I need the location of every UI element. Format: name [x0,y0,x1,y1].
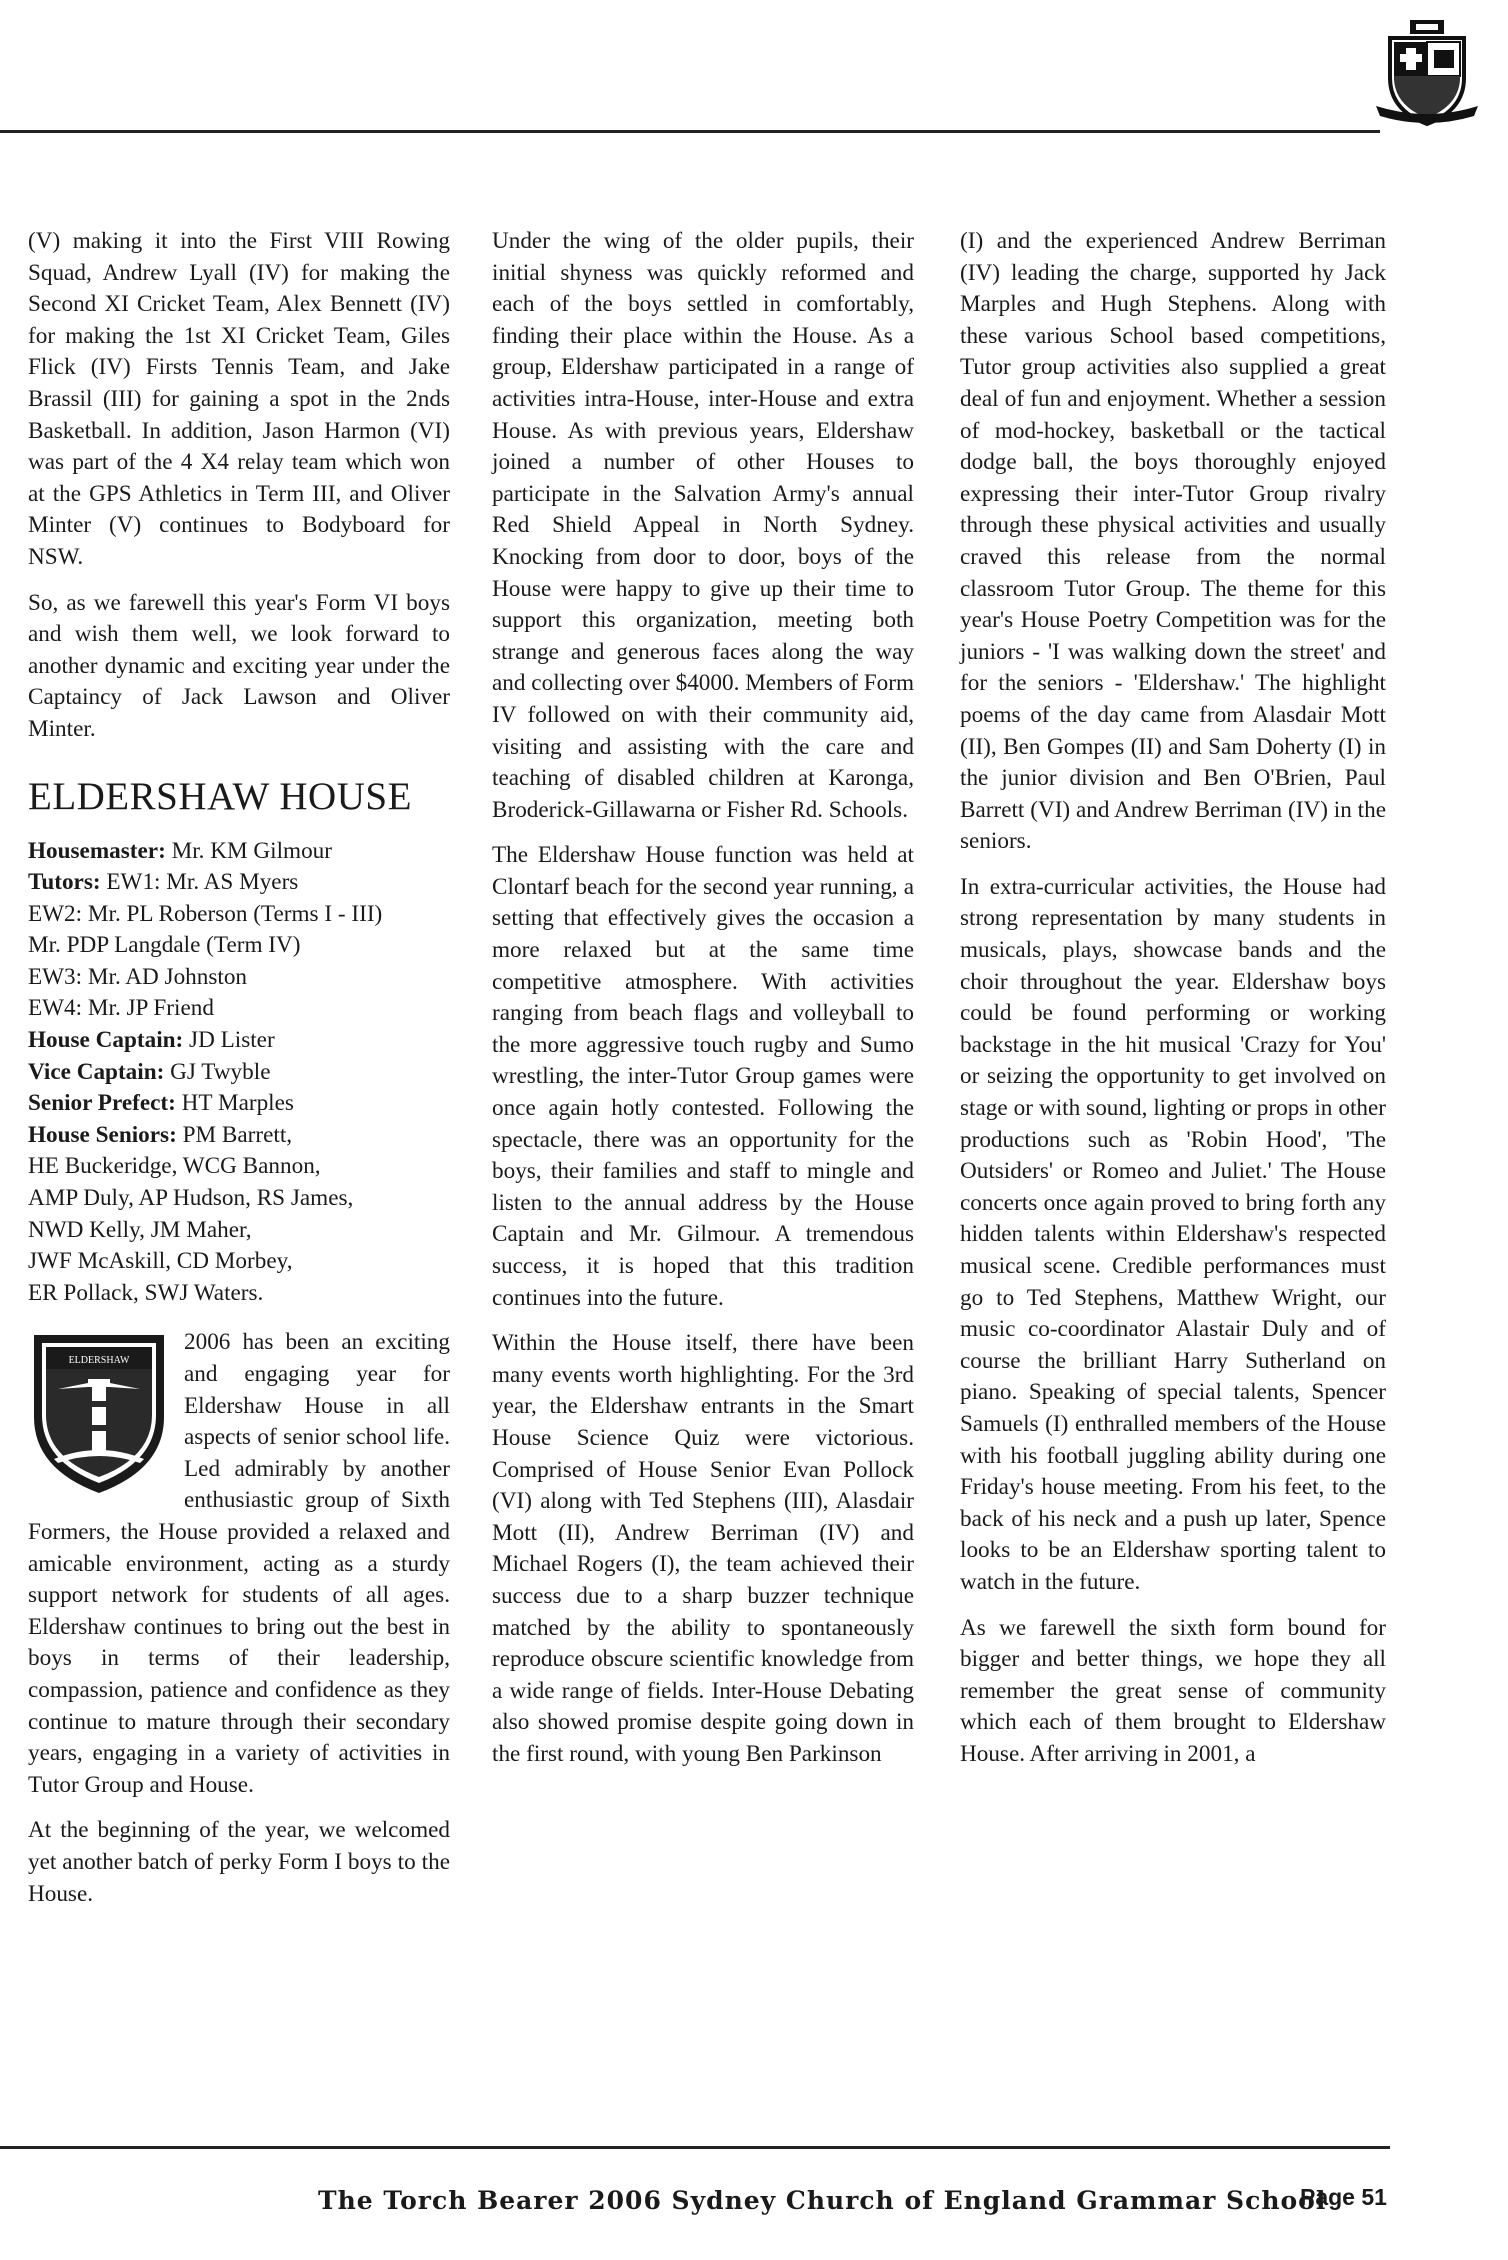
staff-label: House Captain: [28,1027,184,1054]
staff-value: HE Buckeridge, WCG Bannon, [28,1153,321,1180]
paragraph: At the beginning of the year, we welcomed yet another batch of perky Form I boys to the House. [28,1817,450,1907]
paragraph: So, as we farewell this year's Form VI boys and wish them well, we look forward to another dynamic and exciting year under the Captaincy of Jack Lawson and Oliver Minter. [28,589,450,742]
column-3 [960,226,1386,1785]
header-rule [0,130,1380,133]
shield-text: ELDERSHAW [68,1355,130,1367]
staff-value: AMP Duly, AP Hudson, RS James, [28,1185,354,1212]
paragraph: The Eldershaw House function was held at Clontarf beach for the second year running, a setting that effectively gives the occasion a more relaxed but at the same time competitive atmosphere. With activities ranging from beach flags and volleyball to the more aggressive touch rugby and Sumo wrestling, the inter-Tutor Group games were once again hotly contested. Following the spectacle, there was an opportunity for the boys, their families and staff to mingle and listen to the annual address by the House Captain and Mr. Gilmour. A tremendous success, it is hoped that this tradition continues into the future. [492,842,914,1311]
paragraph: In extra-curricular activities, the House had strong representation by many students in musicals, plays, showcase bands and the choir throughout the year. Eldershaw boys could be found performing or working backstage in the hit musical 'Crazy for You' or seizing the opportunity to get involved on stage or with sound, lighting or props in other productions such as 'Robin Hood', 'The Outsiders' or Romeo and Juliet.' The House concerts once again proved to bring forth any hidden talents within Eldershaw's respected musical scene. Credible performances must go to Ted Stephens, Matthew Wright, our music co-coordinator Alastair Duly and of course the brilliant Harry Sutherland on piano. Speaking of special talents, Spencer Samuels (I) enthralled members of the House with his football juggling ability during one Friday's house meeting. From his feet, to the back of his neck and a push up later, Spence looks to be an Eldershaw sporting talent to watch in the future. [960,873,1386,1595]
paragraph: (I) and the experienced Andrew Berriman (IV) leading the charge, supported hy Jack Marples and Hugh Stephens. Along with these various School based competitions, Tutor group activities also supplied a great deal of fun and enjoyment. Whether a session of mod-hockey, basketball or the tactical dodge ball, the boys thoroughly enjoyed expressing their inter-Tutor Group rivalry through these physical activities and usually craved this release from the normal classroom Tutor Group. The theme for this year's House Poetry Competition was for the juniors - 'I was walking down the street' and for the seniors - 'Eldershaw.' The highlight poems of the day came from Alasdair Mott (II), Ben Gompes (II) and Sam Doherty (I) in the junior division and Ben O'Brien, Paul Barrett (VI) and Andrew Berriman (IV) in the seniors. [960,228,1386,855]
footer-rule [0,2146,1390,2149]
staff-value: EW4: Mr. JP Friend [28,995,214,1022]
paragraph: As we farewell the sixth form bound for bigger and better things, we hope they all remember the great sense of community which each of them brought to Eldershaw House. After arriving in 2001, a [960,1614,1386,1767]
staff-list [28,836,450,1310]
staff-value: NWD Kelly, JM Maher, [28,1216,252,1243]
staff-value: Mr. PDP Langdale (Term IV) [28,932,301,959]
paragraph: (V) making it into the First VIII Rowing Squad, Andrew Lyall (IV) for making the Second XI Cricket Team, Alex Bennett (IV) for making the 1st XI Cricket Team, Giles Flick (IV) Firsts Tennis Team, and Jake Brassil (III) for gaining a spot in the 2nds Basketball. In addition, Jason Harmon (VI) was part of the 4 X4 relay team which won at the GPS Athletics in Term III, and Oliver Minter (V) continues to Bodyboard for NSW. [28,228,450,570]
paragraph-text: 2006 has been an exciting and engaging year for Eldershaw House in all aspects of senior school life. Led admirably by another enthusiastic group of Sixth Formers, the House provided a relaxed and amicable environment, acting as a sturdy support network for students of all ages. Eldershaw continues to bring out the best in boys in terms of their leadership, compassion, patience and confidence as they continue to mature through their secondary years, engaging in a variety of activities in Tutor Group and House. [28,1329,450,1798]
school-crest-icon [1372,18,1482,128]
paragraph [28,1327,450,1801]
footer-title: The Torch Bearer 2006 Sydney Church of England Grammar School [318,2186,1327,2215]
staff-value: HT Marples [175,1090,294,1117]
column-1 [28,226,450,1924]
section-heading: ELDERSHAW HOUSE [28,774,412,818]
paragraph: Under the wing of the older pupils, their initial shyness was quickly reformed and each of the boys settled in comfortably, finding their place within the House. As a group, Eldershaw participated in a range of activities intra-House, inter-House and extra House. As with previous years, Eldershaw joined a number of other Houses to participate in the Salvation Army's annual Red Shield Appeal in North Sydney. Knocking from door to door, boys of the House were happy to give up their time to support this organization, meeting both strange and generous faces along the way and collecting over $4000. Members of Form IV followed on with their community aid, visiting and assisting with the care and teaching of disabled children at Karonga, Broderick-Gillawarna or Fisher Rd. Schools. [492,228,914,823]
staff-value: PM Barrett, [176,1121,293,1148]
house-shield-icon [28,1329,170,1497]
staff-label: Tutors: [28,869,101,896]
paragraph: Within the House itself, there have been many events worth highlighting. For the 3rd year, the Eldershaw entrants in the Smart House Science Quiz were victorious. Comprised of House Senior Evan Pollock (VI) along with Ted Stephens (III), Alasdair Mott (II), Andrew Berriman (IV) and Michael Rogers (I), the team achieved their success due to a sharp buzzer technique matched by the ability to spontaneously reproduce obscure scientific knowledge from a wide range of fields. Inter-House Debating also showed promise despite going down in the first round, with young Ben Parkinson [492,1330,914,1767]
staff-value: JD Lister [183,1027,275,1054]
page-number: Page 51 [1300,2184,1387,2210]
staff-value: EW2: Mr. PL Roberson (Terms I - III) [28,900,383,927]
house-shield [28,1329,170,1497]
staff-label: Vice Captain: [28,1058,165,1085]
staff-label: Housemaster: [28,837,166,864]
staff-value: EW1: Mr. AS Myers [100,869,299,896]
staff-label: Senior Prefect: [28,1090,176,1117]
staff-value: JWF McAskill, CD Morbey, [28,1248,293,1275]
staff-value: ER Pollack, SWJ Waters. [28,1279,264,1306]
staff-value: Mr. KM Gilmour [165,837,332,864]
staff-value: EW3: Mr. AD Johnston [28,963,248,990]
column-2 [492,226,914,1785]
staff-label: House Seniors: [28,1121,177,1148]
staff-value: GJ Twyble [164,1058,271,1085]
